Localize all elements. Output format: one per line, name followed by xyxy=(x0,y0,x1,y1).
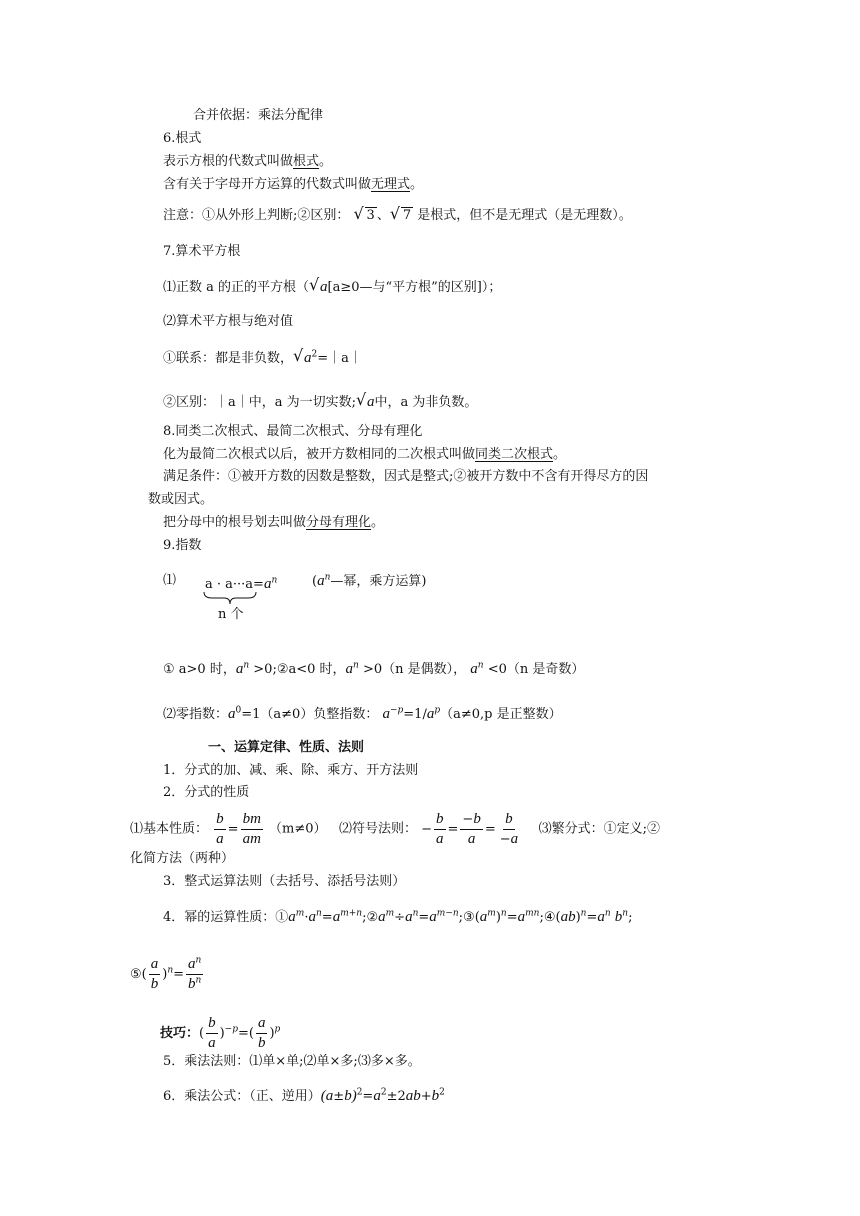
irrational-expression-definition: 含有关于字母开方运算的代数式叫做无理式。 xyxy=(163,177,424,192)
part-one-heading: 一、运算定律、性质、法则 xyxy=(208,740,365,755)
rule-1: 1．分式的加、减、乘、除、乘方、开方法则 xyxy=(163,763,419,778)
root-abs-difference: ②区别：｜a｜中，a 为一切实数;√ a中，a 为非负数。 xyxy=(163,393,477,412)
power-item-number: ⑴ xyxy=(163,573,177,588)
section-7-heading: 7.算术平方根 xyxy=(163,244,241,259)
positive-root-definition: ⑴正数 a 的正的平方根（√ a[a≥0—与“平方根”的区别]）； xyxy=(163,278,501,297)
fraction-properties: ⑴基本性质： $\frac{b}{a}$ = $\frac{bm}{am}$ （m≠0） ⑵符号法则： − $\frac{b}{a}$ = $\frac{-b}{a}$ = $\frac{b}{-a}$ ⑶繁分式：①定义;② xyxy=(130,811,661,847)
merge-basis: 合并依据：乘法分配律 xyxy=(193,108,324,123)
section-6-heading: 6.根式 xyxy=(163,131,202,146)
underbrace-icon xyxy=(203,591,257,605)
root-abs-relation: ①联系：都是非负数，√ $a^2=|a|$ xyxy=(163,349,362,368)
radical-definition: 表示方根的代数式叫做根式。 xyxy=(163,154,333,169)
rule-3: 3．整式运算法则（去括号、添括号法则） xyxy=(163,874,406,889)
complex-fraction-cont: 化简方法（两种） xyxy=(130,851,235,866)
radical-note: 注意：①从外形上判断;②区别： √ 3 、√ 7 是根式，但不是无理式（是无理数）。 xyxy=(163,207,632,225)
rule-5: 5．乘法法则：⑴单×单;⑵单×多;⑶多×多。 xyxy=(163,1054,421,1069)
rule-6-formula: 6．乘法公式：（正、逆用）$(a\pm b)^2=a^2\pm 2ab+b^2$ xyxy=(163,1087,445,1104)
tip-negative-exponent: 技巧：( $\frac{b}{a}$ )$^{-p}$=( $\frac{a}{b}$ )$^p$ xyxy=(160,1015,281,1051)
rule-2: 2．分式的性质 xyxy=(163,785,250,800)
simplest-radical-condition-cont: 数或因式。 xyxy=(148,492,214,507)
power-definition: $a \cdot a\cdot\cdot\cdot a=a^n$ xyxy=(205,575,278,592)
similar-radical-definition: 化为最简二次根式以后，被开方数相同的二次根式叫做同类二次根式。 xyxy=(163,447,567,462)
simplest-radical-condition: 满足条件：①被开方数的因数是整数，因式是整式;②被开方数中不含有开得尽方的因 xyxy=(163,469,649,484)
brace-label: n 个 xyxy=(218,607,244,622)
power-sign-rule: ① a>0 时，$a^n$ >0;②a<0 时，$a^n >0(n$ 是偶数）， $a^n <0(n$ 是奇数） xyxy=(163,660,585,677)
section-8-heading: 8.同类二次根式、最简二次根式、分母有理化 xyxy=(163,424,423,439)
zero-negative-exponent: ⑵零指数：$a^0=1(a\ne 0)$负整指数： $a^{-p}=1/a^p(a\ne 0,p$ 是正整数） xyxy=(163,705,562,722)
rule-4-quotient-power: ⑤( $\frac{a}{b}$ )$^n$= $\frac{a^n}{b^n}$ xyxy=(130,955,202,992)
root-vs-absolute-heading: ⑵算术平方根与绝对值 xyxy=(163,314,294,329)
section-9-heading: 9.指数 xyxy=(163,538,202,553)
rationalize-definition: 把分母中的根号划去叫做分母有理化。 xyxy=(163,515,385,530)
power-note: ($a^n—$幂，乘方运算) xyxy=(312,572,427,589)
rule-4-power-properties: 4．幂的运算性质：$①a^m\cdot a^n=a^{m+n};②a^m\div a^n=a^{m-n};③(a^m)^n=a^{mn};④(ab)^n=a^n$ $b^n$; xyxy=(163,908,633,925)
